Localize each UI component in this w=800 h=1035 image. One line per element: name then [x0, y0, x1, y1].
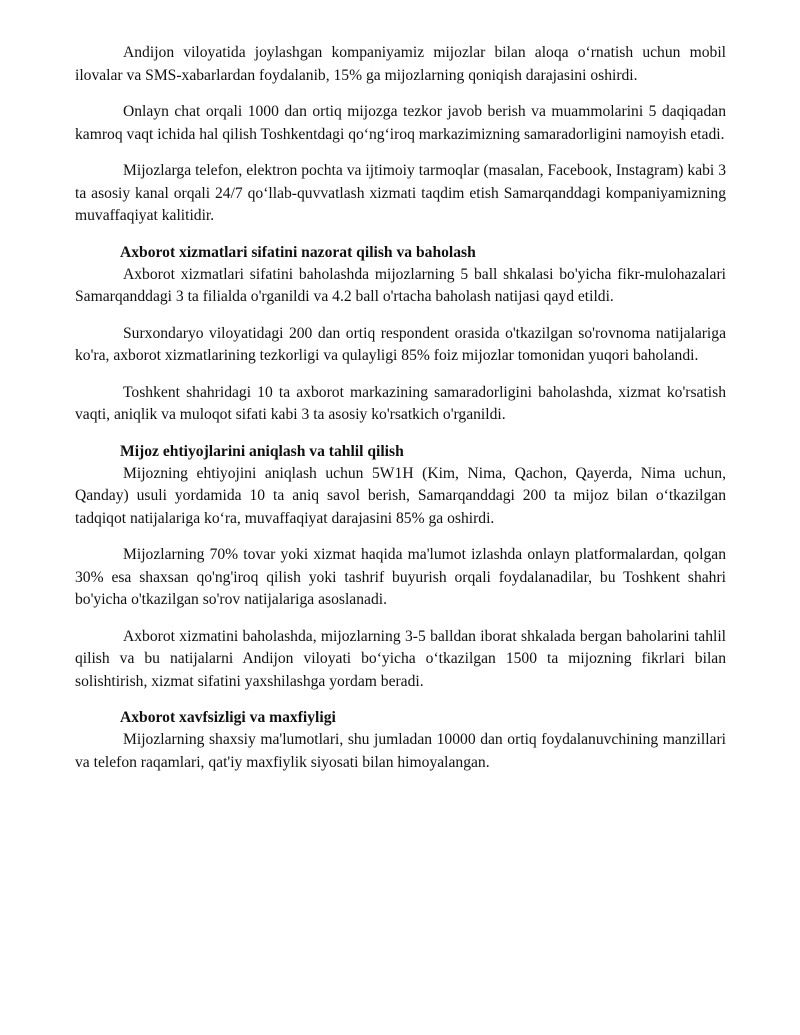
paragraph-support-channels: Mijozlarga telefon, elektron pochta va ijtimoiy tarmoqlar (masalan, Facebook, Instagram) kabi 3 ta asosiy kanal orqali 24/7 qoʻllab-quvvatlash xizmati taqdim etish Samarqanddagi kompaniyamizning muvaffaqiyat kalitidir. — [75, 162, 726, 224]
paragraph-data-privacy: Mijozlarning shaxsiy ma'lumotlari, shu jumladan 10000 dan ortiq foydalanuvchining manzillari va telefon raqamlari, qat'iy maxfiylik siyosati bilan himoyalangan. — [75, 731, 726, 771]
heading-customer-needs: Mijoz ehtiyojlarini aniqlash va tahlil qilish — [120, 442, 404, 460]
heading-information-security: Axborot xavfsizligi va maxfiyligi — [120, 709, 336, 726]
paragraph-survey-results: Surxondaryo viloyatidagi 200 dan ortiq respondent orasida o'tkazilgan so'rovnoma natijalariga ko'ra, axborot xizmatlarining tezkorligi va qulayligi 85% foiz mijozlar tomonidan yuqori baholandi. — [75, 324, 726, 364]
paragraph-online-platforms: Mijozlarning 70% tovar yoki xizmat haqida ma'lumot izlashda onlayn platformalardan, qolgan 30% esa shaxsan qo'ng'iroq qilish yoki tashrif buyurish orqali foydalanadilar, bu Toshkent shahri bo'yicha o'tkazilgan so'rov natijalariga asoslanadi. — [75, 546, 726, 608]
paragraph-online-chat: Onlayn chat orqali 1000 dan ortiq mijozga tezkor javob berish va muammolarini 5 daqiqadan kamroq vaqt ichida hal qilish Toshkentdagi qoʻngʻiroq markazimizning samaradorligini namoyish etadi. — [75, 103, 726, 143]
paragraph-5w1h-method: Mijozning ehtiyojini aniqlash uchun 5W1H (Kim, Nima, Qachon, Qayerda, Nima uchun, Qanday) usuli yordamida 10 ta aniq savol berish, Samarqanddagi 200 ta mijoz bilan oʻtkazilgan tadqiqot natijalariga koʻra, muvaffaqiyat darajasini 85% ga oshirdi. — [75, 464, 726, 527]
paragraph-rating-analysis: Axborot xizmatini baholashda, mijozlarning 3-5 balldan iborat shkalada bergan baholarini tahlil qilish va bu natijalarni Andijon viloyati boʻyicha oʻtkazilgan 1500 ta mijozning fikrlari bilan solishtirish, xizmat sifatini yaxshilashga yordam beradi. — [75, 627, 726, 690]
heading-quality-control: Axborot xizmatlari sifatini nazorat qilish va baholash — [120, 243, 476, 261]
paragraph-info-centers: Toshkent shahridagi 10 ta axborot markazining samaradorligini baholashda, xizmat ko'rsatish vaqti, aniqlik va muloqot sifati kabi 3 ta asosiy ko'rsatkich o'rganildi. — [75, 383, 726, 423]
paragraph-mobile-sms: Andijon viloyatida joylashgan kompaniyamiz mijozlar bilan aloqa oʻrnatish uchun mobil ilovalar va SMS-xabarlardan foydalanib, 15% ga mijozlarning qoniqish darajasini oshirdi. — [75, 44, 726, 84]
paragraph-feedback-score: Axborot xizmatlari sifatini baholashda mijozlarning 5 ball shkalasi bo'yicha fikr-mulohazalari Samarqanddagi 3 ta filialda o'rganildi va 4.2 ball o'rtacha baholash natijasi qayd etildi. — [75, 265, 726, 305]
document-page — [75, 42, 726, 788]
